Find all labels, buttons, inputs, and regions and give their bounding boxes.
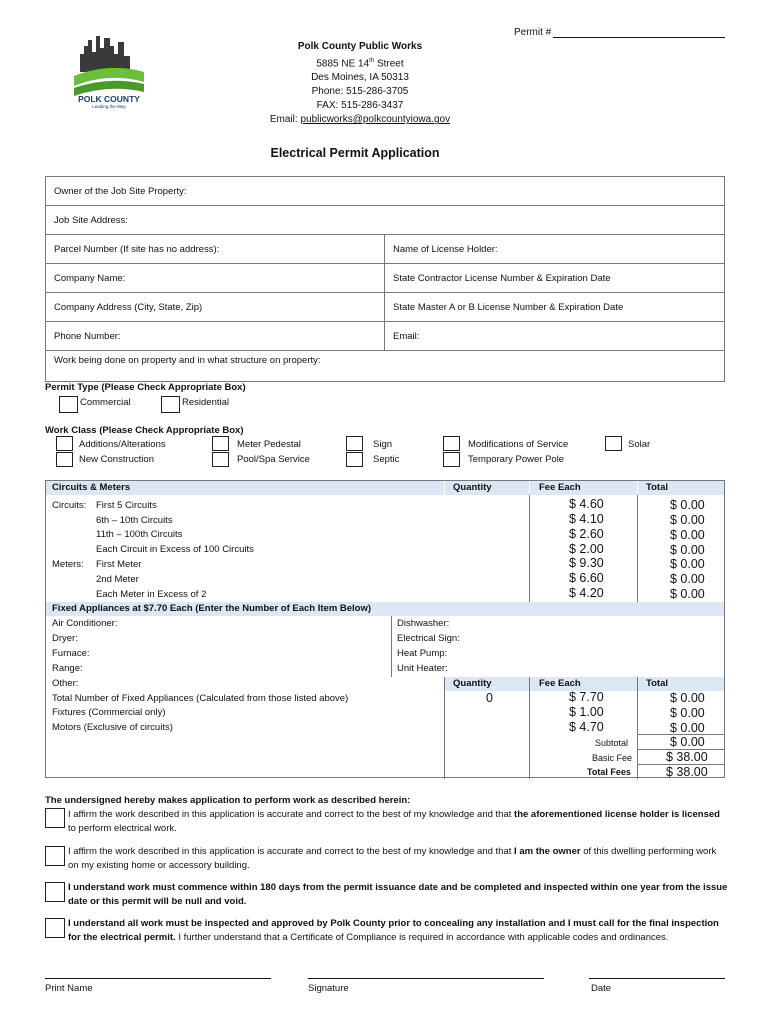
- fee-total-value: $ 0.00: [670, 691, 705, 705]
- basic-fee-value: $ 38.00: [666, 750, 708, 764]
- affirm-3-checkbox[interactable]: [45, 882, 65, 902]
- email-field[interactable]: Email:: [385, 322, 725, 351]
- company-address-field[interactable]: Company Address (City, State, Zip): [46, 293, 385, 322]
- fee-row-label: 11th – 100th Circuits: [96, 529, 183, 540]
- fee-total-value: $ 0.00: [670, 513, 705, 527]
- fee-total-value: $ 0.00: [670, 498, 705, 512]
- affirm-3-text: I understand work must commence within 180 days from the permit issuance date and be completed and inspected within one year from the issue date or this permit will be null and void.: [68, 882, 728, 907]
- logo-tagline: Leading the Way: [92, 104, 126, 109]
- owner-field[interactable]: Owner of the Job Site Property:: [46, 177, 725, 206]
- fee-total-value: $ 0.00: [670, 528, 705, 542]
- affirm-4-text: I understand all work must be inspected and approved by Polk County prior to concealing any installation and I must call for the final inspection for the electrical permit. I further understand that a Certificate of Compliance is required in accordance with applicable codes and ordinances.: [68, 918, 719, 943]
- residential-label: Residential: [182, 397, 229, 408]
- signature-label: Signature: [308, 983, 349, 994]
- temp-power-label: Temporary Power Pole: [468, 454, 565, 465]
- print-name-line[interactable]: [45, 978, 271, 979]
- fee-total-value: $ 0.00: [670, 543, 705, 557]
- print-name-label: Print Name: [45, 983, 93, 994]
- org-address1: 5885 NE 14th Street: [316, 58, 404, 70]
- applicant-info-table: [45, 176, 725, 382]
- fee-total-value: $ 0.00: [670, 557, 705, 571]
- master-license-field[interactable]: State Master A or B License Number & Expiration Date: [385, 293, 725, 322]
- commercial-checkbox[interactable]: [59, 396, 78, 413]
- permit-number-field[interactable]: [553, 37, 725, 38]
- permit-number-label: Permit #: [514, 27, 552, 38]
- appliance-field[interactable]: Unit Heater:: [397, 663, 448, 674]
- fee-total-value: $ 0.00: [670, 721, 705, 735]
- work-class-label: Work Class (Please Check Appropriate Box): [45, 425, 244, 436]
- permit-type-label: Permit Type (Please Check Appropriate Box): [45, 382, 246, 393]
- quantity-value[interactable]: 0: [486, 691, 493, 705]
- polk-county-logo: [72, 32, 146, 114]
- quantity-header: Quantity: [453, 482, 492, 493]
- fee-each-value: $ 1.00: [569, 705, 604, 719]
- quantity-header-2: Quantity: [453, 678, 492, 689]
- appliance-field[interactable]: Range:: [52, 663, 83, 674]
- new-construction-label: New Construction: [79, 454, 154, 465]
- subtotal-value: $ 0.00: [670, 735, 705, 749]
- org-email-line: Email: publicworks@polkcountyiowa.gov: [269, 114, 451, 126]
- fee-row-label: Total Number of Fixed Appliances (Calculated from those listed above): [52, 693, 349, 704]
- subtotal-label: Subtotal: [595, 738, 629, 748]
- fee-row-label: Motors (Exclusive of circuits): [52, 722, 173, 733]
- affirm-1-text: I affirm the work described in this application is accurate and correct to the best of my knowledge and that the aforementioned license holder is licensed to perform electrical work.: [68, 809, 720, 834]
- pool-spa-label: Pool/Spa Service: [237, 454, 310, 465]
- affirm-2-checkbox[interactable]: [45, 846, 65, 866]
- fee-row-label: Fixtures (Commercial only): [52, 707, 166, 718]
- sign-checkbox[interactable]: [346, 436, 363, 451]
- appliance-field[interactable]: Other:: [52, 678, 79, 689]
- appliance-field[interactable]: Dryer:: [52, 633, 78, 644]
- meters-label: Meters:: [52, 559, 84, 570]
- temp-power-checkbox[interactable]: [443, 452, 460, 467]
- appliance-field[interactable]: Dishwasher:: [397, 618, 450, 629]
- fee-row-label: 2nd Meter: [96, 574, 139, 585]
- modifications-label: Modifications of Service: [468, 439, 569, 450]
- pool-spa-checkbox[interactable]: [212, 452, 229, 467]
- state-license-field[interactable]: State Contractor License Number & Expiration Date: [385, 264, 725, 293]
- affirmation-intro: The undersigned hereby makes application to perform work as described herein:: [45, 795, 411, 806]
- fee-each-value: $ 4.70: [569, 720, 604, 734]
- parcel-field[interactable]: Parcel Number (If site has no address):: [46, 235, 385, 264]
- circuits-header: Circuits & Meters: [52, 482, 131, 493]
- appliance-field[interactable]: Electrical Sign:: [397, 633, 460, 644]
- fee-row-label: First Meter: [96, 559, 142, 570]
- page-title: Electrical Permit Application: [270, 146, 440, 160]
- affirm-1-checkbox[interactable]: [45, 808, 65, 828]
- date-line[interactable]: [589, 978, 725, 979]
- fee-table: [45, 480, 725, 778]
- job-site-field[interactable]: Job Site Address:: [46, 206, 725, 235]
- total-header: Total: [646, 482, 668, 493]
- fee-each-value: $ 2.00: [569, 542, 604, 556]
- company-field[interactable]: Company Name:: [46, 264, 385, 293]
- solar-label: Solar: [628, 439, 651, 450]
- fee-each-header: Fee Each: [539, 482, 581, 493]
- fee-row-label: Each Meter in Excess of 2: [96, 589, 207, 600]
- license-holder-field[interactable]: Name of License Holder:: [385, 235, 725, 264]
- fee-each-value: $ 9.30: [569, 556, 604, 570]
- modifications-checkbox[interactable]: [443, 436, 460, 451]
- appliance-field[interactable]: Air Conditioner:: [52, 618, 118, 629]
- org-block: [230, 40, 490, 127]
- fee-each-value: $ 6.60: [569, 571, 604, 585]
- total-fees-value: $ 38.00: [666, 765, 708, 779]
- org-name: Polk County Public Works: [297, 41, 423, 52]
- new-construction-checkbox[interactable]: [56, 452, 73, 467]
- solar-checkbox[interactable]: [605, 436, 622, 451]
- org-email-link[interactable]: publicworks@polkcountyiowa.gov: [300, 114, 451, 126]
- commercial-label: Commercial: [80, 397, 131, 408]
- fee-total-value: $ 0.00: [670, 587, 705, 601]
- fixed-appliances-header: Fixed Appliances at $7.70 Each (Enter the Number of Each Item Below): [52, 603, 372, 614]
- residential-checkbox[interactable]: [161, 396, 180, 413]
- affirm-4-checkbox[interactable]: [45, 918, 65, 938]
- circuits-label: Circuits:: [52, 500, 87, 511]
- additions-label: Additions/Alterations: [79, 439, 166, 450]
- date-label: Date: [591, 983, 612, 994]
- affirm-2-text: I affirm the work described in this application is accurate and correct to the best of my knowledge and that I am the owner of this dwelling performing work on my existing home or accessory building.: [68, 846, 717, 871]
- septic-label: Septic: [373, 454, 400, 465]
- fee-each-value: $ 7.70: [569, 690, 604, 704]
- org-address2: Des Moines, IA 50313: [311, 72, 409, 84]
- org-phone: Phone: 515-286-3705: [311, 86, 409, 98]
- appliance-field[interactable]: Heat Pump:: [397, 648, 448, 659]
- sign-label: Sign: [373, 439, 393, 450]
- phone-field[interactable]: Phone Number:: [46, 322, 385, 351]
- additions-checkbox[interactable]: [56, 436, 73, 451]
- appliance-field[interactable]: Furnace:: [52, 648, 90, 659]
- fee-total-value: $ 0.00: [670, 572, 705, 586]
- signature-line[interactable]: [308, 978, 544, 979]
- fee-each-header-2: Fee Each: [539, 678, 581, 689]
- logo-text: POLK COUNTY: [78, 94, 140, 104]
- total-fees-label: Total Fees: [587, 767, 631, 777]
- fee-each-value: $ 4.20: [569, 586, 604, 600]
- org-fax: FAX: 515-286-3437: [316, 100, 404, 112]
- fee-total-value: $ 0.00: [670, 706, 705, 720]
- work-description-field[interactable]: Work being done on property and in what structure on property:: [46, 351, 725, 382]
- meter-pedestal-checkbox[interactable]: [212, 436, 229, 451]
- fee-row-label: Each Circuit in Excess of 100 Circuits: [96, 544, 254, 555]
- total-header-2: Total: [646, 678, 668, 689]
- fee-row-label: First 5 Circuits: [96, 500, 157, 511]
- fee-each-value: $ 2.60: [569, 527, 604, 541]
- septic-checkbox[interactable]: [346, 452, 363, 467]
- meter-pedestal-label: Meter Pedestal: [237, 439, 301, 450]
- basic-fee-label: Basic Fee: [592, 753, 633, 763]
- fee-each-value: $ 4.60: [569, 497, 604, 511]
- circuits-header-band: [46, 481, 724, 495]
- fee-row-label: 6th – 10th Circuits: [96, 515, 173, 526]
- fee-each-value: $ 4.10: [569, 512, 604, 526]
